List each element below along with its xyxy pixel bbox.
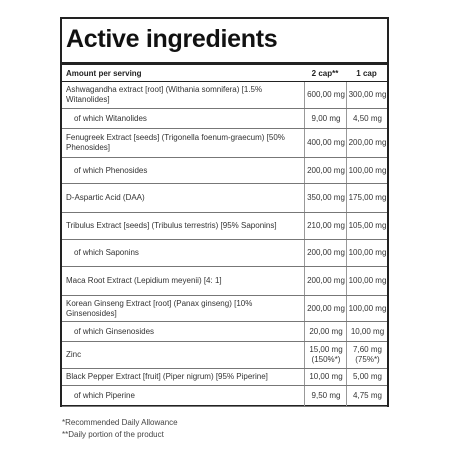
header-1cap: 1 cap	[356, 68, 377, 78]
amount-2cap: 200,00 mg	[304, 267, 347, 295]
ingredient-name: D-Aspartic Acid (DAA)	[66, 193, 145, 202]
amount-1cap: 4,50 mg	[346, 109, 388, 128]
table-row	[62, 109, 387, 129]
amount-1cap: 300,00 mg	[346, 82, 388, 108]
footnote-daily-portion: **Daily portion of the product	[62, 430, 164, 439]
title-divider	[62, 62, 387, 65]
amount-2cap: 200,00 mg	[304, 158, 347, 183]
amount-1cap: 100,00 mg	[346, 158, 388, 183]
amount-1cap: 4,75 mg	[346, 386, 388, 406]
amount-2cap: 10,00 mg	[304, 369, 347, 385]
amount-2cap: 9,50 mg	[304, 386, 347, 406]
table-header	[62, 66, 387, 82]
footnote-rda: *Recommended Daily Allowance	[62, 418, 178, 427]
amount-1cap: 7,60 mg (75%*)	[346, 342, 388, 368]
table-row	[62, 213, 387, 240]
ingredient-name: Tribulus Extract [seeds] (Tribulus terrestris) [95% Saponins]	[66, 221, 277, 230]
amount-2cap: 20,00 mg	[304, 322, 347, 341]
ingredient-name: Zinc	[66, 350, 82, 359]
ingredient-name: of which Piperine	[74, 391, 135, 400]
amount-2cap: 9,00 mg	[304, 109, 347, 128]
amount-2cap: 600,00 mg	[304, 82, 347, 108]
ingredient-name: Black Pepper Extract [fruit] (Piper nigrum) [95% Piperine]	[66, 372, 268, 381]
ingredient-name: Fenugreek Extract [seeds] (Trigonella foenum-graecum) [50% Phenosides]	[66, 133, 285, 152]
amount-2cap: 200,00 mg	[304, 240, 347, 266]
amount-1cap: 100,00 mg	[346, 267, 388, 295]
ingredient-name: Korean Ginseng Extract [root] (Panax ginseng) [10% Ginsenosides]	[66, 298, 253, 318]
amount-2cap: 350,00 mg	[304, 184, 347, 212]
ingredient-name: of which Witanolides	[74, 113, 147, 123]
table-row	[62, 158, 387, 184]
table-row	[62, 322, 387, 342]
amount-2cap: 400,00 mg	[304, 129, 347, 157]
ingredient-name: of which Ginsenosides	[74, 326, 155, 336]
amount-1cap: 100,00 mg	[346, 296, 388, 321]
table-row	[62, 296, 387, 322]
table-row	[62, 342, 387, 369]
header-2cap: 2 cap**	[311, 68, 339, 78]
amount-2cap: 15,00 mg (150%*)	[304, 342, 347, 368]
amount-1cap: 10,00 mg	[346, 322, 388, 341]
table-row	[62, 129, 387, 158]
ingredient-name: of which Phenosides	[74, 165, 148, 175]
ingredient-name: Ashwagandha extract [root] (Withania somnifera) [1.5% Witanolides]	[66, 85, 263, 104]
table-row	[62, 82, 387, 109]
table-row	[62, 184, 387, 213]
amount-2cap: 200,00 mg	[304, 296, 347, 321]
amount-1cap: 105,00 mg	[346, 213, 388, 239]
table-row	[62, 267, 387, 296]
amount-1cap: 5,00 mg	[346, 369, 388, 385]
amount-1cap: 175,00 mg	[346, 184, 388, 212]
table-row	[62, 386, 387, 407]
page-title: Active ingredients	[66, 25, 278, 53]
amount-1cap: 100,00 mg	[346, 240, 388, 266]
ingredient-name: of which Saponins	[74, 248, 139, 257]
ingredient-name: Maca Root Extract (Lepidium meyenii) [4: 1]	[66, 276, 222, 285]
table-row	[62, 369, 387, 386]
header-amount-per-serving: Amount per serving	[66, 68, 142, 78]
amount-1cap: 200,00 mg	[346, 129, 388, 157]
table-row	[62, 240, 387, 267]
amount-2cap: 210,00 mg	[304, 213, 347, 239]
